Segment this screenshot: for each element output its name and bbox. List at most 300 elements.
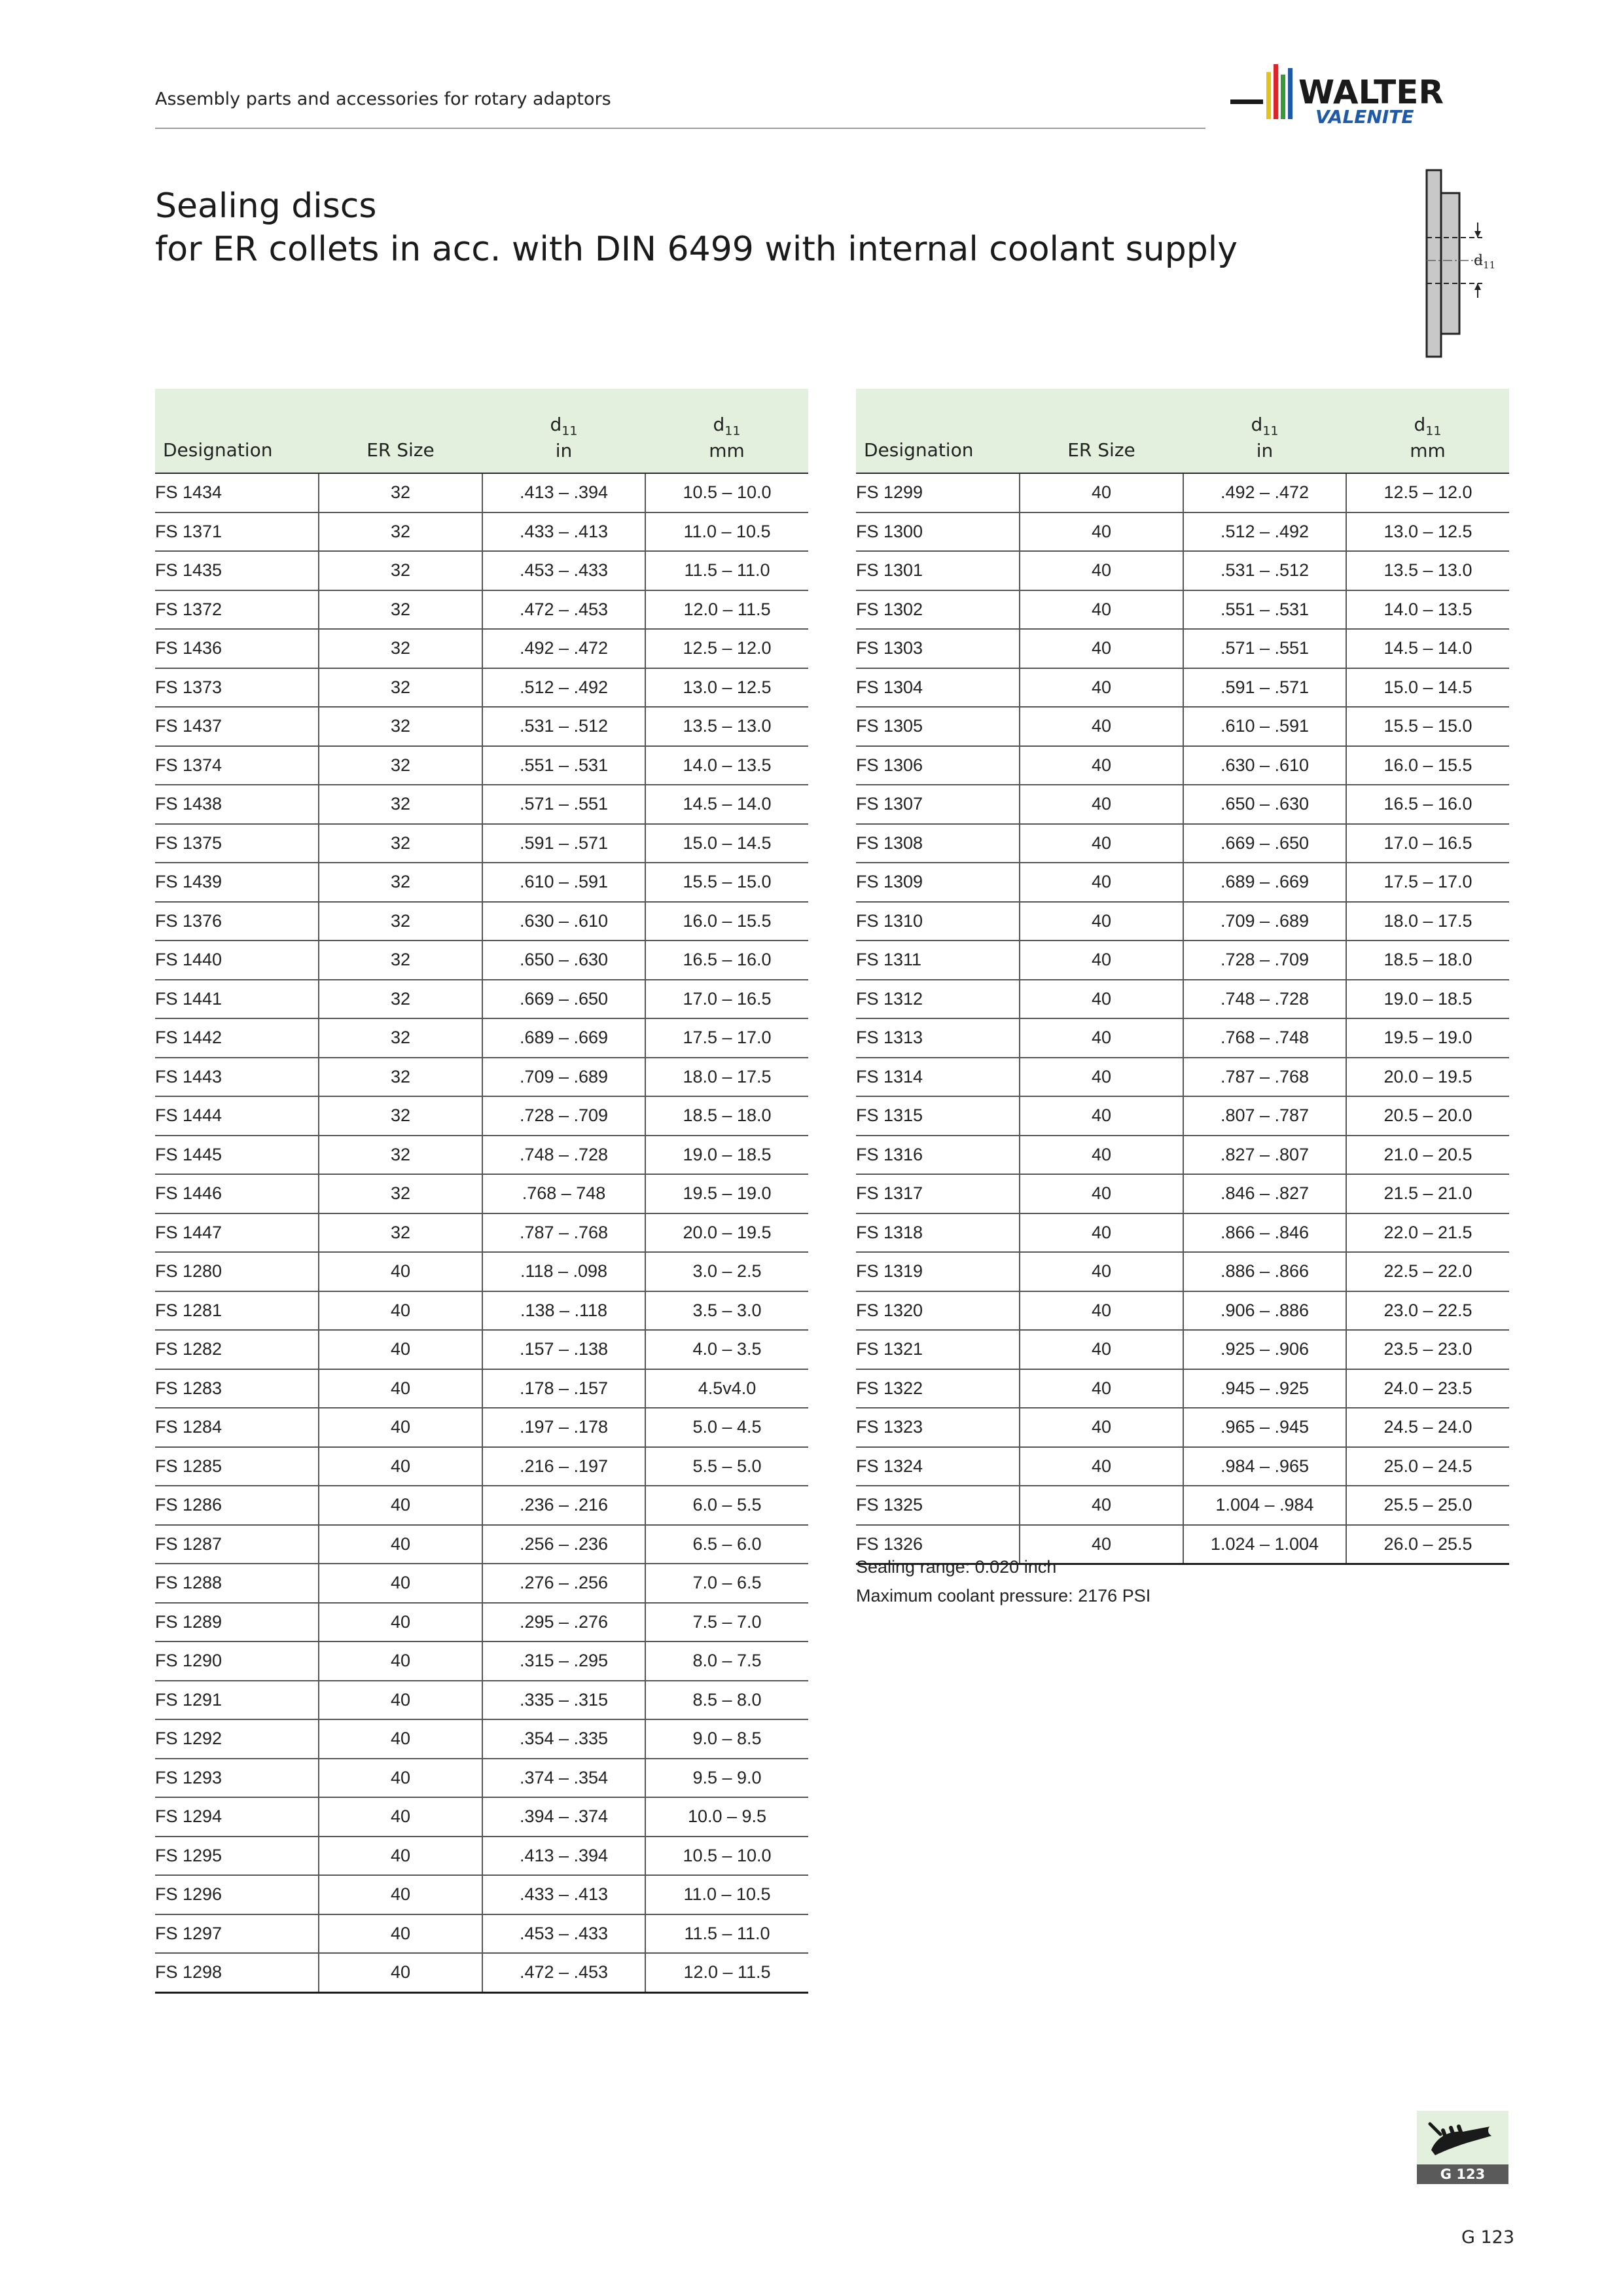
cell-er-size: 40 [1020,1058,1183,1097]
table-row [856,746,1509,785]
cell-d11-mm: 4.0 – 3.5 [645,1330,808,1369]
table-row [856,1174,1509,1213]
cell-d11-in: 1.024 – 1.004 [1183,1525,1346,1564]
cell-er-size: 32 [319,746,482,785]
cell-d11-in: .138 – .118 [482,1291,645,1331]
cell-designation: FS 1445 [155,1136,319,1175]
cell-designation: FS 1322 [856,1369,1020,1408]
cell-d11-in: .413 – .394 [482,1837,645,1876]
cell-er-size: 32 [319,590,482,630]
cell-designation: FS 1313 [856,1018,1020,1058]
table-row [856,668,1509,708]
cell-d11-mm: 14.0 – 13.5 [645,746,808,785]
cell-designation: FS 1287 [155,1525,319,1564]
section-badge [1417,2111,1508,2184]
cell-er-size: 32 [319,1096,482,1136]
cell-er-size: 32 [319,785,482,824]
cell-d11-in: .965 – .945 [1183,1408,1346,1447]
cell-d11-mm: 13.5 – 13.0 [645,707,808,746]
cell-designation: FS 1437 [155,707,319,746]
max-pressure-note: Maximum coolant pressure: 2176 PSI [856,1586,1151,1605]
cell-d11-mm: 10.5 – 10.0 [645,473,808,512]
cell-designation: FS 1309 [856,863,1020,902]
table-row [856,902,1509,941]
cell-er-size: 32 [319,1174,482,1213]
cell-er-size: 32 [319,863,482,902]
cell-d11-mm: 17.5 – 17.0 [645,1018,808,1058]
cell-er-size: 40 [319,1369,482,1408]
table-row [155,1759,808,1798]
table-row [856,824,1509,863]
table-row [155,668,808,708]
table-row [856,1058,1509,1097]
cell-d11-mm: 12.5 – 12.0 [645,629,808,668]
cell-designation: FS 1292 [155,1719,319,1759]
cell-er-size: 32 [319,551,482,590]
cell-d11-mm: 14.5 – 14.0 [645,785,808,824]
cell-er-size: 40 [1020,512,1183,552]
cell-designation: FS 1294 [155,1797,319,1837]
cell-d11-mm: 19.0 – 18.5 [1346,980,1509,1019]
tools-icon [1417,2111,1508,2164]
cell-er-size: 40 [1020,863,1183,902]
cell-d11-mm: 6.5 – 6.0 [645,1525,808,1564]
cell-er-size: 40 [319,1759,482,1798]
cell-d11-mm: 6.0 – 5.5 [645,1486,808,1525]
cell-d11-mm: 7.5 – 7.0 [645,1603,808,1642]
col-header-er-size: ER Size [1020,389,1183,473]
table-row [155,1525,808,1564]
cell-er-size: 40 [1020,1291,1183,1331]
cell-designation: FS 1318 [856,1213,1020,1253]
cell-designation: FS 1324 [856,1447,1020,1486]
cell-designation: FS 1439 [155,863,319,902]
cell-designation: FS 1288 [155,1564,319,1603]
cell-er-size: 40 [1020,1486,1183,1525]
cell-designation: FS 1321 [856,1330,1020,1369]
cell-d11-in: .276 – .256 [482,1564,645,1603]
d-subscript: 11 [562,424,578,439]
badge-icon-area [1417,2111,1508,2164]
cell-d11-in: .591 – .571 [1183,668,1346,708]
cell-designation: FS 1326 [856,1525,1020,1564]
cell-er-size: 32 [319,980,482,1019]
cell-designation: FS 1372 [155,590,319,630]
dim-label: d [1474,253,1484,269]
cell-d11-in: .748 – .728 [1183,980,1346,1019]
cell-d11-in: .866 – .846 [1183,1213,1346,1253]
table-row [155,1914,808,1954]
cell-er-size: 40 [1020,1525,1183,1564]
cell-designation: FS 1314 [856,1058,1020,1097]
cell-designation: FS 1284 [155,1408,319,1447]
cell-designation: FS 1371 [155,512,319,552]
cell-d11-mm: 5.5 – 5.0 [645,1447,808,1486]
cell-d11-mm: 10.5 – 10.0 [645,1837,808,1876]
cell-d11-mm: 16.0 – 15.5 [1346,746,1509,785]
cell-d11-mm: 15.0 – 14.5 [1346,668,1509,708]
table-row [155,1369,808,1408]
table-row [856,1136,1509,1175]
table-row [155,629,808,668]
cell-er-size: 40 [319,1525,482,1564]
table-row [155,1447,808,1486]
sealing-range-note: Sealing range: 0.020 inch [856,1557,1057,1577]
cell-d11-in: .768 – .748 [1183,1018,1346,1058]
table-row [856,863,1509,902]
cell-er-size: 40 [319,1953,482,1992]
cell-designation: FS 1441 [155,980,319,1019]
table-row [856,980,1509,1019]
unit-in: in [555,440,573,461]
table-row [155,824,808,863]
cell-d11-in: .728 – .709 [482,1096,645,1136]
table-row [155,1058,808,1097]
table-row [155,863,808,902]
col-header-d11-mm [645,389,808,473]
d-subscript: 11 [1262,424,1279,439]
cell-d11-in: .827 – .807 [1183,1136,1346,1175]
table-row [856,785,1509,824]
logo-text-valenite: VALENITE [1315,106,1414,128]
cell-d11-in: .650 – .630 [482,941,645,980]
cell-er-size: 32 [319,629,482,668]
cell-er-size: 40 [319,1914,482,1954]
table-row [155,1953,808,1992]
cell-designation: FS 1320 [856,1291,1020,1331]
table-row [155,1330,808,1369]
cell-designation: FS 1285 [155,1447,319,1486]
cell-d11-in: .669 – .650 [1183,824,1346,863]
table-row [155,1174,808,1213]
table-row [856,1408,1509,1447]
unit-in: in [1256,440,1274,461]
cell-designation: FS 1291 [155,1681,319,1720]
cell-designation: FS 1298 [155,1953,319,1992]
table-row [155,980,808,1019]
cell-d11-in: .178 – .157 [482,1369,645,1408]
page-title [155,185,1238,271]
cell-d11-mm: 9.5 – 9.0 [645,1759,808,1798]
cell-designation: FS 1308 [856,824,1020,863]
cell-er-size: 40 [1020,785,1183,824]
table-row [155,1018,808,1058]
cell-designation: FS 1440 [155,941,319,980]
cell-designation: FS 1317 [856,1174,1020,1213]
cell-d11-in: .197 – .178 [482,1408,645,1447]
cell-d11-mm: 3.5 – 3.0 [645,1291,808,1331]
col-header-er-size: ER Size [319,389,482,473]
cell-d11-in: .236 – .216 [482,1486,645,1525]
cell-er-size: 40 [319,1837,482,1876]
cell-er-size: 32 [319,824,482,863]
table-row [155,1291,808,1331]
cell-d11-in: .650 – .630 [1183,785,1346,824]
section-title: Assembly parts and accessories for rotary adaptors [155,89,611,109]
cell-designation: FS 1296 [155,1875,319,1914]
cell-d11-mm: 17.5 – 17.0 [1346,863,1509,902]
cell-designation: FS 1312 [856,980,1020,1019]
cell-d11-in: .571 – .551 [482,785,645,824]
d-symbol: d [713,414,725,436]
cell-d11-in: .846 – .827 [1183,1174,1346,1213]
cell-d11-mm: 23.0 – 22.5 [1346,1291,1509,1331]
cell-designation: FS 1376 [155,902,319,941]
cell-er-size: 40 [1020,902,1183,941]
cell-d11-in: .118 – .098 [482,1252,645,1291]
cell-d11-in: .512 – .492 [482,668,645,708]
cell-er-size: 32 [319,1136,482,1175]
cell-designation: FS 1283 [155,1369,319,1408]
sealing-discs-table-left [155,389,808,1994]
table-row [155,707,808,746]
cell-designation: FS 1447 [155,1213,319,1253]
cell-er-size: 32 [319,902,482,941]
table-row [155,746,808,785]
cell-d11-mm: 19.5 – 19.0 [645,1174,808,1213]
cell-designation: FS 1304 [856,668,1020,708]
cell-designation: FS 1301 [856,551,1020,590]
cell-er-size: 40 [1020,1408,1183,1447]
cell-designation: FS 1436 [155,629,319,668]
cell-er-size: 40 [1020,1213,1183,1253]
cell-d11-in: .512 – .492 [1183,512,1346,552]
cell-d11-in: .492 – .472 [482,629,645,668]
table-row [856,473,1509,512]
cell-d11-mm: 18.0 – 17.5 [645,1058,808,1097]
cell-d11-in: .787 – .768 [1183,1058,1346,1097]
cell-designation: FS 1306 [856,746,1020,785]
cell-d11-mm: 5.0 – 4.5 [645,1408,808,1447]
cell-d11-mm: 11.0 – 10.5 [645,1875,808,1914]
cell-d11-in: .591 – .571 [482,824,645,863]
cell-er-size: 40 [319,1641,482,1681]
cell-d11-in: .984 – .965 [1183,1447,1346,1486]
cell-designation: FS 1297 [155,1914,319,1954]
dim-label-sub: 11 [1483,259,1496,271]
cell-d11-in: .374 – .354 [482,1759,645,1798]
cell-er-size: 40 [319,1486,482,1525]
table-body-right [856,473,1509,1564]
table-row [155,1837,808,1876]
cell-d11-in: .531 – .512 [1183,551,1346,590]
table-body-left [155,473,808,1992]
cell-er-size: 40 [1020,1136,1183,1175]
table-row [856,1369,1509,1408]
cell-er-size: 32 [319,1058,482,1097]
table-row [155,1875,808,1914]
table-row [155,1252,808,1291]
cell-d11-mm: 20.5 – 20.0 [1346,1096,1509,1136]
cell-d11-in: .354 – .335 [482,1719,645,1759]
table-row [155,1641,808,1681]
table-row [155,512,808,552]
cell-d11-in: .216 – .197 [482,1447,645,1486]
cell-designation: FS 1299 [856,473,1020,512]
cell-designation: FS 1282 [155,1330,319,1369]
cell-d11-mm: 19.5 – 19.0 [1346,1018,1509,1058]
cell-d11-mm: 11.5 – 11.0 [645,1914,808,1954]
cell-d11-in: .925 – .906 [1183,1330,1346,1369]
table-row [155,1408,808,1447]
cell-d11-mm: 24.0 – 23.5 [1346,1369,1509,1408]
cell-d11-in: .531 – .512 [482,707,645,746]
cell-d11-mm: 25.5 – 25.0 [1346,1486,1509,1525]
cell-designation: FS 1446 [155,1174,319,1213]
d-subscript: 11 [724,424,741,439]
cell-designation: FS 1311 [856,941,1020,980]
cell-designation: FS 1315 [856,1096,1020,1136]
table-row [155,473,808,512]
cell-d11-mm: 24.5 – 24.0 [1346,1408,1509,1447]
table-row [155,785,808,824]
cell-d11-in: .630 – .610 [1183,746,1346,785]
table-row [155,590,808,630]
table-row [155,551,808,590]
logo-text-walter: WALTER [1298,73,1444,111]
cell-er-size: 40 [1020,1252,1183,1291]
page-number: G 123 [1461,2227,1515,2248]
cell-er-size: 40 [319,1291,482,1331]
cell-designation: FS 1435 [155,551,319,590]
table-row [155,1797,808,1837]
cell-d11-in: .453 – .433 [482,1914,645,1954]
cell-d11-in: 1.004 – .984 [1183,1486,1346,1525]
cell-d11-mm: 18.5 – 18.0 [645,1096,808,1136]
table-row [856,707,1509,746]
sealing-discs-table-right [856,389,1509,1565]
cell-d11-mm: 16.5 – 16.0 [645,941,808,980]
table-row [155,1719,808,1759]
title-line-2: for ER collets in acc. with DIN 6499 with internal coolant supply [155,230,1238,269]
table-row [155,941,808,980]
cell-d11-in: .157 – .138 [482,1330,645,1369]
cell-er-size: 40 [319,1330,482,1369]
walter-valenite-logo [1230,59,1518,137]
cell-d11-in: .453 – .433 [482,551,645,590]
unit-mm: mm [709,440,745,461]
table-row [856,512,1509,552]
cell-er-size: 40 [319,1681,482,1720]
cell-er-size: 40 [319,1408,482,1447]
cell-er-size: 40 [1020,668,1183,708]
table-row [856,1213,1509,1253]
table-row [856,1486,1509,1525]
cell-er-size: 40 [319,1252,482,1291]
cell-d11-mm: 17.0 – 16.5 [645,980,808,1019]
cell-d11-mm: 14.5 – 14.0 [1346,629,1509,668]
unit-mm: mm [1410,440,1446,461]
d-symbol: d [550,414,562,436]
cell-designation: FS 1307 [856,785,1020,824]
cell-d11-in: .256 – .236 [482,1525,645,1564]
table-row [155,1486,808,1525]
cell-d11-mm: 21.0 – 20.5 [1346,1136,1509,1175]
cell-designation: FS 1281 [155,1291,319,1331]
table-row [856,1447,1509,1486]
col-header-d11-in [482,389,645,473]
table-row [856,1291,1509,1331]
col-header-designation: Designation [155,389,319,473]
cell-d11-mm: 22.0 – 21.5 [1346,1213,1509,1253]
cell-d11-mm: 22.5 – 22.0 [1346,1252,1509,1291]
cell-designation: FS 1373 [155,668,319,708]
cell-d11-mm: 8.0 – 7.5 [645,1641,808,1681]
svg-text:d11 [1474,253,1495,271]
cell-d11-in: .945 – .925 [1183,1369,1346,1408]
cell-d11-mm: 13.0 – 12.5 [1346,512,1509,552]
d-symbol: d [1251,414,1263,436]
table-row [856,1096,1509,1136]
cell-d11-mm: 16.0 – 15.5 [645,902,808,941]
cell-er-size: 40 [319,1564,482,1603]
cell-d11-in: .295 – .276 [482,1603,645,1642]
cell-d11-in: .728 – .709 [1183,941,1346,980]
table-row [856,1252,1509,1291]
table-row [856,629,1509,668]
cell-designation: FS 1375 [155,824,319,863]
table-row [155,1603,808,1642]
cell-d11-in: .689 – .669 [1183,863,1346,902]
cell-er-size: 40 [1020,980,1183,1019]
cell-er-size: 40 [1020,629,1183,668]
cell-er-size: 40 [1020,590,1183,630]
cell-designation: FS 1286 [155,1486,319,1525]
cell-d11-mm: 3.0 – 2.5 [645,1252,808,1291]
cell-d11-in: .335 – .315 [482,1681,645,1720]
table-header-row [155,389,808,473]
cell-d11-mm: 26.0 – 25.5 [1346,1525,1509,1564]
cell-er-size: 32 [319,941,482,980]
cell-d11-in: .768 – 748 [482,1174,645,1213]
cell-d11-mm: 18.5 – 18.0 [1346,941,1509,980]
cell-designation: FS 1302 [856,590,1020,630]
cell-d11-mm: 23.5 – 23.0 [1346,1330,1509,1369]
cell-d11-mm: 8.5 – 8.0 [645,1681,808,1720]
cell-d11-in: .315 – .295 [482,1641,645,1681]
badge-label: G 123 [1417,2164,1508,2184]
cell-er-size: 40 [1020,941,1183,980]
cell-er-size: 40 [1020,824,1183,863]
cell-d11-mm: 12.0 – 11.5 [645,1953,808,1992]
d-subscript: 11 [1425,424,1442,439]
cell-d11-mm: 10.0 – 9.5 [645,1797,808,1837]
col-header-d11-mm [1346,389,1509,473]
table-row [856,1330,1509,1369]
cell-d11-mm: 4.5v4.0 [645,1369,808,1408]
cell-d11-in: .610 – .591 [482,863,645,902]
d-symbol: d [1414,414,1426,436]
cell-d11-in: .610 – .591 [1183,707,1346,746]
cell-designation: FS 1325 [856,1486,1020,1525]
cell-d11-in: .669 – .650 [482,980,645,1019]
table-row [856,941,1509,980]
cell-designation: FS 1438 [155,785,319,824]
cell-designation: FS 1300 [856,512,1020,552]
cell-designation: FS 1316 [856,1136,1020,1175]
cell-designation: FS 1305 [856,707,1020,746]
cell-er-size: 32 [319,668,482,708]
cell-d11-mm: 9.0 – 8.5 [645,1719,808,1759]
cell-d11-in: .807 – .787 [1183,1096,1346,1136]
table-header-row [856,389,1509,473]
cell-d11-mm: 15.5 – 15.0 [1346,707,1509,746]
table-row [856,590,1509,630]
cell-d11-in: .472 – .453 [482,590,645,630]
cell-d11-in: .551 – .531 [482,746,645,785]
cell-d11-mm: 25.0 – 24.5 [1346,1447,1509,1486]
cell-d11-in: .394 – .374 [482,1797,645,1837]
